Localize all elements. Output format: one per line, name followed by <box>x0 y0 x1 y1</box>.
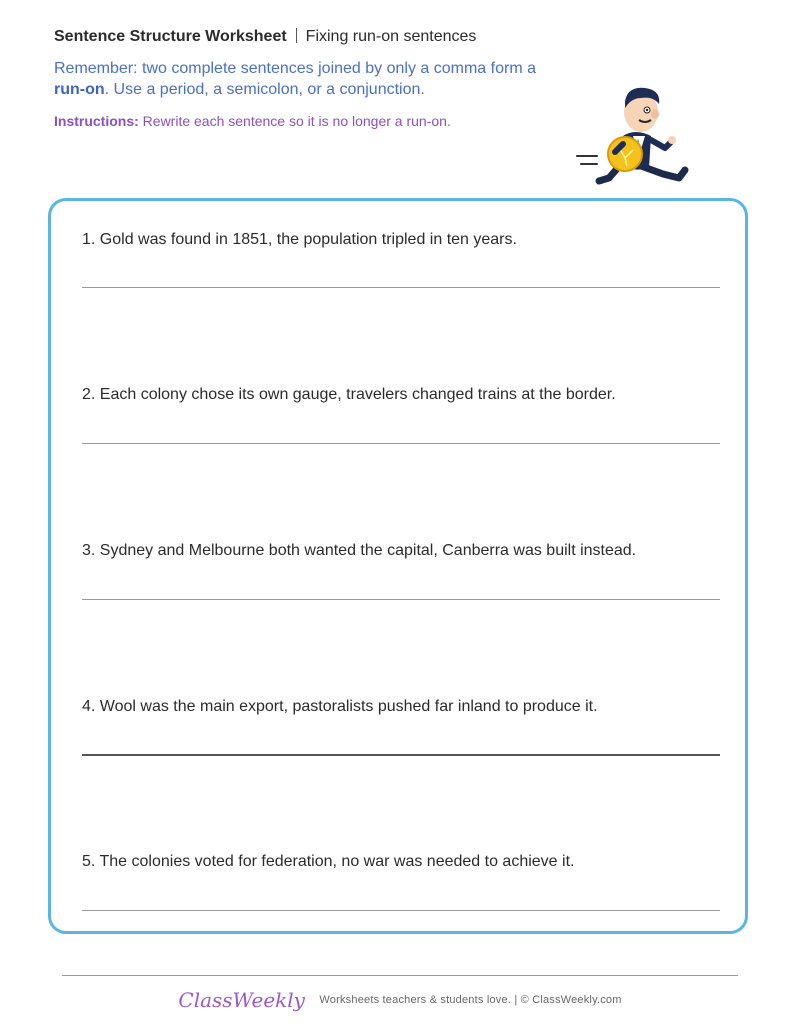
answer-line[interactable] <box>82 754 720 756</box>
question-text: 1. Gold was found in 1851, the population tripled in ten years. <box>82 231 517 248</box>
remember-keyword: run-on <box>54 81 105 98</box>
remember-note <box>54 58 594 100</box>
question-4 <box>82 697 722 717</box>
question-5 <box>82 852 722 872</box>
instructions <box>54 112 594 130</box>
question-3 <box>82 541 722 561</box>
answer-line[interactable] <box>82 599 720 600</box>
instructions-text: Rewrite each sentence so it is no longer a run-on. <box>142 113 451 129</box>
question-2 <box>82 385 722 405</box>
worksheet-subtitle: Fixing run-on sentences <box>305 28 477 45</box>
footer-divider <box>62 975 738 976</box>
remember-prefix: Remember: two complete sentences joined by only a comma form a <box>54 60 536 77</box>
brand-logo: ClassWeekly <box>178 988 305 1012</box>
footer <box>0 988 800 1012</box>
answer-line[interactable] <box>82 910 720 911</box>
answer-line[interactable] <box>82 287 720 288</box>
question-text: 5. The colonies voted for federation, no war was needed to achieve it. <box>82 853 575 870</box>
worksheet-title: Sentence Structure Worksheet <box>54 28 287 45</box>
title-row <box>54 26 594 48</box>
question-1 <box>82 230 722 250</box>
answer-line[interactable] <box>82 443 720 444</box>
question-text: 2. Each colony chose its own gauge, travelers changed trains at the border. <box>82 386 616 403</box>
questions-card <box>48 198 748 934</box>
running-man-with-gold-nugget-icon <box>575 78 695 193</box>
remember-suffix: . Use a period, a semicolon, or a conjunction. <box>104 81 425 98</box>
question-text: 4. Wool was the main export, pastoralists pushed far inland to produce it. <box>82 698 598 715</box>
title-separator <box>296 28 297 43</box>
instructions-label: Instructions: <box>54 113 139 129</box>
worksheet-header <box>54 26 594 130</box>
footer-tagline: Worksheets teachers & students love. | © ClassWeekly.com <box>319 994 622 1006</box>
question-text: 3. Sydney and Melbourne both wanted the capital, Canberra was built instead. <box>82 542 637 559</box>
